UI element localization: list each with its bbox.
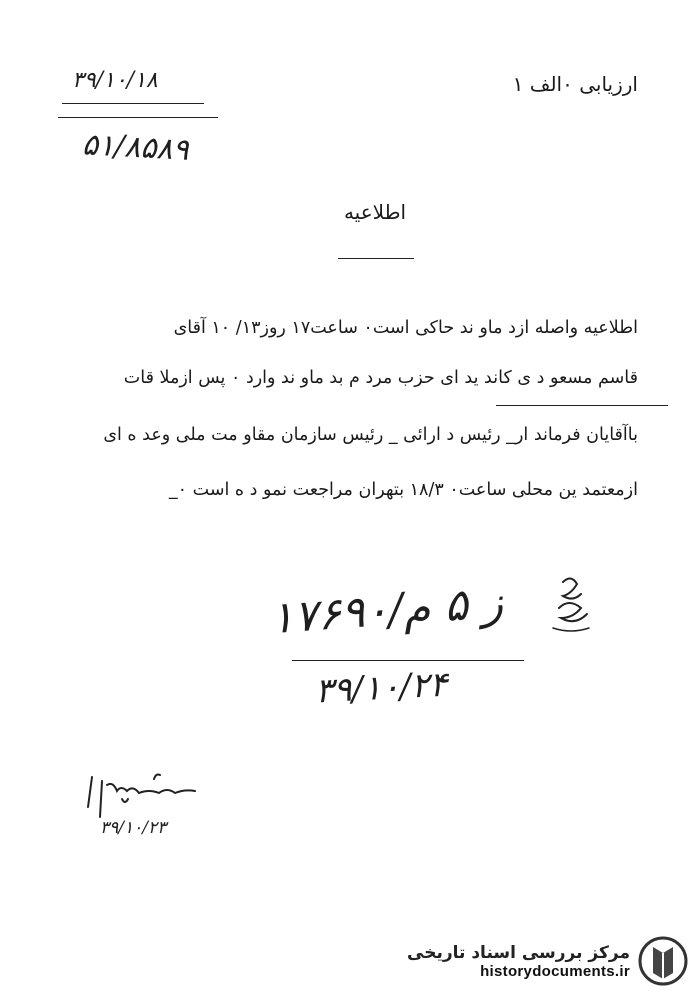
classification-label: ارزیابی ۰الف ۱ [512,72,638,96]
name-underline [496,405,668,406]
date-underline [62,103,204,104]
body-line-4: ازمعتمد ین محلی ساعت۰ ۱۸/۳ بتهران مراجعت نمو د ه است ۰_ [168,480,638,500]
handwritten-date: ۳۹/۱۰/۲۴ [314,664,449,712]
watermark-url: historydocuments.ir [480,962,630,980]
handwritten-annotation-mark [545,570,605,640]
body-line-1: اطلاعیه واصله ازد ماو ند حاکی است۰ ساعت۱۷ روز۱۳/ ۱۰ آقای [173,318,638,338]
archive-logo-icon [638,935,688,987]
title-underline [338,258,414,259]
watermark-title: مرکز بررسی اسناد تاریخی [407,942,630,963]
signature-scribble [62,765,242,825]
document-date: ۳۹/۱۰/۱۸ [72,68,158,93]
body-line-2: قاسم مسعو د ی کاند ید ای حزب مرد م بد ماو ند وارد ۰ پس ازملا قات [123,368,638,388]
handwritten-registration-number: ۱۷۶۹۰/ز ۵ م [268,576,505,645]
number-divider [292,660,524,661]
document-title: اطلاعیه [343,200,407,224]
signature-date: ۳۹/۱۰/۲۳ [100,818,167,838]
reference-number: ۵۱/۸۵۸۹ [81,127,190,168]
body-line-3: باآقایان فرماند ار_ رئیس د ارائی _ رئیس سازمان مقاو مت ملی وعد ه ای [103,425,638,445]
archive-watermark [407,935,688,987]
header-divider [58,117,218,118]
